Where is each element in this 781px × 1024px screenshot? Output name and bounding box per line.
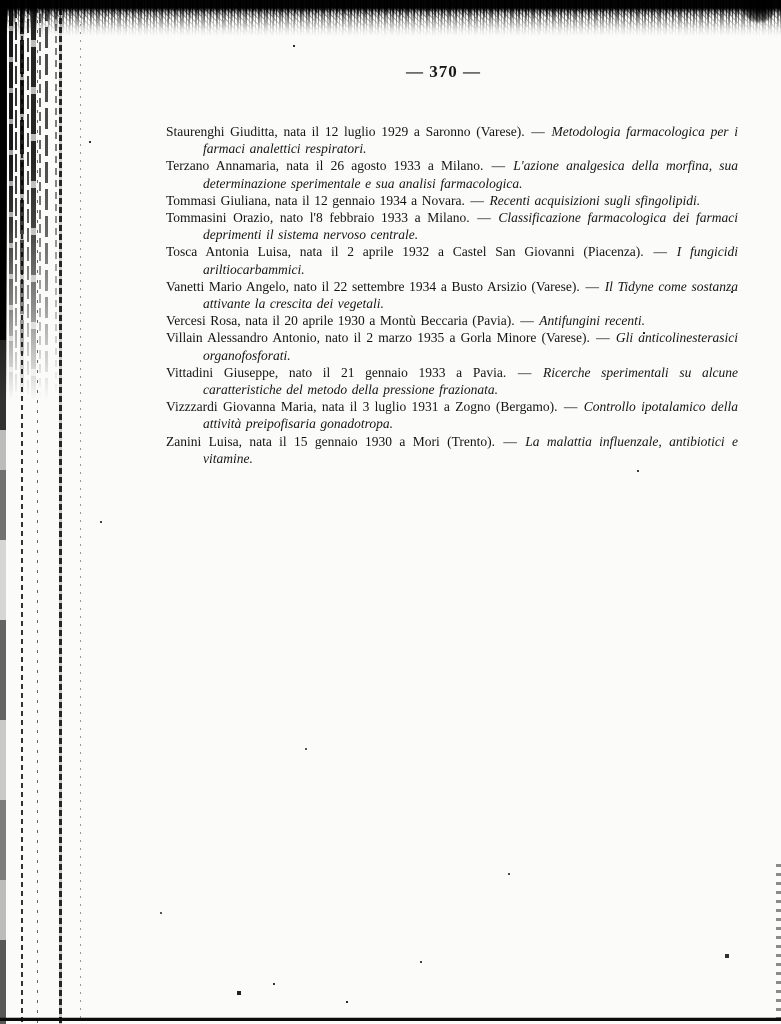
scan-blob-top-right bbox=[733, 0, 781, 44]
entry bbox=[166, 312, 738, 329]
entry-person: Tommasini Orazio, nato l'8 febbraio 1933 a Milano. bbox=[166, 210, 470, 226]
entry-person: Zanini Luisa, nata il 15 gennaio 1930 a Mori (Trento). bbox=[166, 433, 495, 449]
entry-dash: — bbox=[470, 192, 484, 208]
entry-person: Villain Alessandro Antonio, nato il 2 marzo 1935 a Gorla Minore (Varese). bbox=[166, 330, 590, 346]
entry-title: Metodologia farmacologica per i farmaci analettici respiratori. bbox=[203, 124, 738, 157]
page-number: — 370 — bbox=[406, 62, 481, 81]
entry-title: Il Tidyne come sostanza attivante la crescita dei vegetali. bbox=[203, 278, 739, 312]
entry-person: Terzano Annamaria, nata il 26 agosto 1933 a Milano. bbox=[166, 158, 484, 174]
entry-dash: — bbox=[477, 210, 491, 226]
entry-title: L'azione analgesica della morfina, sua determinazione sperimentale e sua analisi farmacologica. bbox=[203, 158, 739, 191]
entry-person: Vittadini Giuseppe, nato il 21 gennaio 1933 a Pavia. bbox=[166, 364, 507, 380]
scan-noise-top-band bbox=[0, 0, 781, 36]
entry-dash: — bbox=[520, 313, 534, 329]
entry-dash: — bbox=[563, 399, 578, 415]
scan-bottom-rule bbox=[0, 1018, 781, 1021]
scan-right-edge bbox=[776, 864, 781, 1024]
entry bbox=[166, 278, 738, 312]
entry bbox=[166, 433, 738, 467]
entry-dash: — bbox=[653, 244, 667, 260]
entry-title: Antifungini recenti. bbox=[539, 313, 645, 329]
entry-dash: — bbox=[517, 364, 532, 380]
entry bbox=[166, 398, 738, 432]
entry-title: I fungicidi ariltiocarbammici. bbox=[203, 244, 739, 277]
entry bbox=[166, 157, 738, 191]
entry-dash: — bbox=[585, 278, 599, 294]
entry-person: Vanetti Mario Angelo, nato il 22 settembre 1934 a Busto Arsizio (Varese). bbox=[166, 278, 580, 294]
scan-specks bbox=[0, 0, 2, 2]
entry bbox=[166, 123, 738, 157]
entries-list bbox=[166, 123, 738, 467]
scan-left-edge bbox=[0, 0, 6, 1024]
entry bbox=[166, 243, 738, 277]
entry-title: Ricerche sperimentali su alcune caratteristiche del metodo della pressione frazionata. bbox=[203, 364, 738, 398]
entry bbox=[166, 209, 738, 243]
entry-dash: — bbox=[503, 433, 517, 449]
entry-title: Classificazione farmacologica dei farmaci deprimenti il sistema nervoso centrale. bbox=[203, 210, 738, 243]
entry-title: La malattia influenzale, antibiotici e vitamine. bbox=[203, 433, 739, 466]
entry bbox=[166, 329, 738, 363]
entry-dash: — bbox=[491, 158, 506, 174]
entry bbox=[166, 192, 738, 209]
entry-person: Tommasi Giuliana, nata il 12 gennaio 1934 a Novara. bbox=[166, 192, 465, 208]
entry-title: Gli anticolinesterasici organofosforati. bbox=[203, 330, 739, 363]
entry-person: Tosca Antonia Luisa, nata il 2 aprile 1932 a Castel San Giovanni (Piacenza). bbox=[166, 244, 644, 260]
entry bbox=[166, 364, 738, 398]
entry-title: Controllo ipotalamico della attività preipofisaria gonadotropa. bbox=[203, 399, 738, 432]
entry-title: Recenti acquisizioni sugli sfingolipidi. bbox=[489, 192, 701, 208]
scan-binding-lines bbox=[0, 0, 90, 1024]
entry-person: Vercesi Rosa, nata il 20 aprile 1930 a Montù Beccaria (Pavia). bbox=[166, 313, 515, 329]
entry-person: Vizzzardi Giovanna Maria, nata il 3 luglio 1931 a Zogno (Bergamo). bbox=[166, 399, 558, 415]
entry-dash: — bbox=[596, 330, 610, 346]
entry-person: Staurenghi Giuditta, nata il 12 luglio 1929 a Saronno (Varese). bbox=[166, 124, 525, 139]
entry-dash: — bbox=[531, 124, 545, 139]
